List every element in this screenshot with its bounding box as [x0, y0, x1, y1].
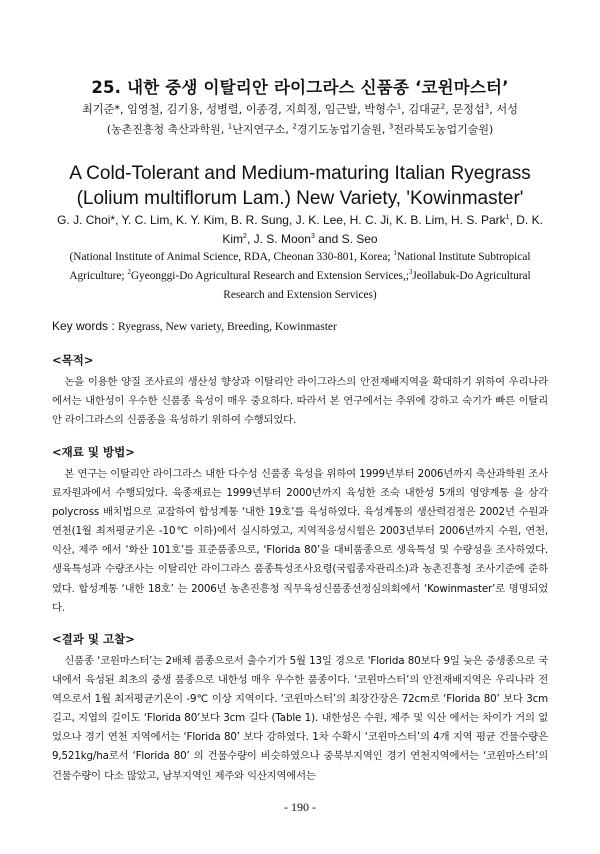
english-authors-part3: , J. S. Moon: [246, 232, 311, 246]
korean-title: 25. 내한 중생 이탈리안 라이그라스 신품종 ‘코윈마스터’: [91, 78, 509, 97]
affil-sup: 1: [393, 249, 397, 258]
korean-affil-part2: 난지연구소,: [232, 123, 293, 136]
english-authors-part2: , D. K. Kim: [222, 213, 543, 246]
keywords-label: Key words :: [52, 319, 119, 333]
affil-sup: 3: [408, 268, 413, 277]
results-paragraph: 신품종 ‘코윈마스터’는 2배체 품종으로서 출수기가 5월 13일 경으로 'Florida 80보다 9일 늦은 중생종으로 국내에서 육성된 최초의 중생 품종으로 내한성 매우 우수한 품종이다. ‘코윈마스터’의 안전재배지역은 우리나라 전역으로서 1월 최저평균기온이 -9℃ 이상 지역이다. ‘코윈마스터’의 최장간장은 72cm로 ‘Florida 80’ 보다 3cm 길고, 지엽의 길이도 ‘Florida 80’보다 3cm 길다 (Table 1). 내한성은 수원, 제주 및 익산 에서는 차이가 거의 없었으나 경기 연천 지역에서는 ‘Florida 80’ 보다 강하였다. 1차 수확시 ‘코윈마스터’의 4개 지역 평균 건물수량은 9,521kg/ha로서 ‘Florida 80’ 의 건물수량이 비슷하였으나 중북부지역인 경기 연천지역에서는 ‘코윈마스터’의 건물수량이 다소 많았고, 남부지역인 제주와 익산지역에서는: [52, 655, 548, 782]
english-authors-part4: and S. Seo: [314, 232, 378, 246]
page-number: - 190 -: [284, 800, 316, 814]
purpose-heading: <목적>: [52, 353, 94, 367]
korean-affil-part4: 전라북도농업기술원): [393, 123, 494, 136]
korean-affil-part3: 경기도농업기술원,: [296, 123, 389, 136]
korean-affil-part1: (농촌진흥청 축산과학원,: [106, 123, 228, 136]
affil-sup: 1: [227, 122, 233, 131]
korean-authors-part2: , 김대균: [401, 103, 441, 116]
affil-sup: 2: [127, 268, 131, 277]
english-affil-part1: (National Institute of Animal Science, RDA, Cheonan 330-801, Korea;: [69, 251, 394, 263]
methods-heading: <재료 및 방법>: [52, 445, 135, 459]
author-sup: 3: [310, 233, 315, 240]
korean-authors-part4: , 서성: [489, 103, 518, 116]
english-authors-part1: G. J. Choi*, Y. C. Lim, K. Y. Kim, B. R. Sung, J. K. Lee, H. C. Ji, K. B. Lim, H. S. Park: [57, 213, 506, 227]
author-sup: 3: [484, 102, 490, 111]
author-sup: 1: [505, 214, 510, 221]
english-affil-part3: Gyeonggi-Do Agricultural Research and Extension Services,;: [130, 270, 409, 282]
english-affil-part4: Jeollabuk-Do Agricultural Research and Extension Services): [223, 270, 531, 301]
author-sup: 2: [243, 233, 247, 240]
author-sup: 1: [396, 102, 402, 111]
keywords: [52, 319, 552, 333]
results-heading: <결과 및 고찰>: [52, 632, 135, 646]
english-affil-part2: National Institute Subtropical Agriculture;: [69, 251, 531, 282]
purpose-paragraph: 논을 이용한 양질 조사료의 생산성 향상과 이탈리안 라이그라스의 안전재배지역을 확대하기 위하여 우리나라에서는 내한성이 우수한 신품종 육성이 매우 중요하다. 따라서 본 연구에서는 추위에 강하고 숙기가 빠른 이탈리안 라이그라스의 신품종을 육성하기 위하여 수행되었다.: [52, 376, 548, 427]
english-authors: [50, 211, 550, 249]
author-sup: 2: [440, 102, 446, 111]
english-title: A Cold-Tolerant and Medium-maturing Italian Ryegrass (Lolium multiflorum Lam.) New Variety, 'Kowinmaster': [69, 163, 531, 209]
korean-authors-part1: 최기준*, 임영철, 김기용, 성병렬, 이종경, 지희정, 임근발, 박형수: [82, 103, 397, 116]
korean-authors-part3: , 문정섭: [445, 103, 485, 116]
affil-sup: 3: [388, 122, 394, 131]
keywords-text: Ryegrass, New variety, Breeding, Kowinmaster: [118, 321, 337, 333]
korean-affiliations: [0, 121, 600, 137]
korean-authors: [0, 101, 600, 117]
affil-sup: 2: [292, 122, 297, 131]
methods-paragraph: 본 연구는 이탈리안 라이그라스 내한 다수성 신품종 육성을 위하여 1999년부터 2006년까지 축산과학원 조사료자원과에서 수행되었다. 육종재료는 1999년부터 2000년까지 육성한 조숙 내한성 5개의 영양계통 을 삼각 polycross 배치법으로 교잡하여 합성계통 ‘내한 19호’를 육성하였다. 육성계통의 생산력검정은 2002년 수원과 연천(1월 최저평균기온 -10℃ 이하)에서 실시하였고, 지역적응성시험은 2003년부터 2006년까지 수원, 연천, 익산, 제주 에서 ‘화산 101호’를 표준품종으로, ‘Florida 80’을 대비품종으로 생육특성 및 수량성을 조사하였다. 생육특성과 수량조사는 이탈리안 라이그라스 품종특성조사요령(국립종자관리소)과 농촌진흥청 조사기준에 준하였다. 합성계통 ‘내한 18호’ 는 2006년 농촌진흥청 직무육성신품종선정심의회에서 ‘Kowinmaster’로 명명되었다.: [52, 468, 548, 614]
english-affiliations: [58, 248, 542, 305]
